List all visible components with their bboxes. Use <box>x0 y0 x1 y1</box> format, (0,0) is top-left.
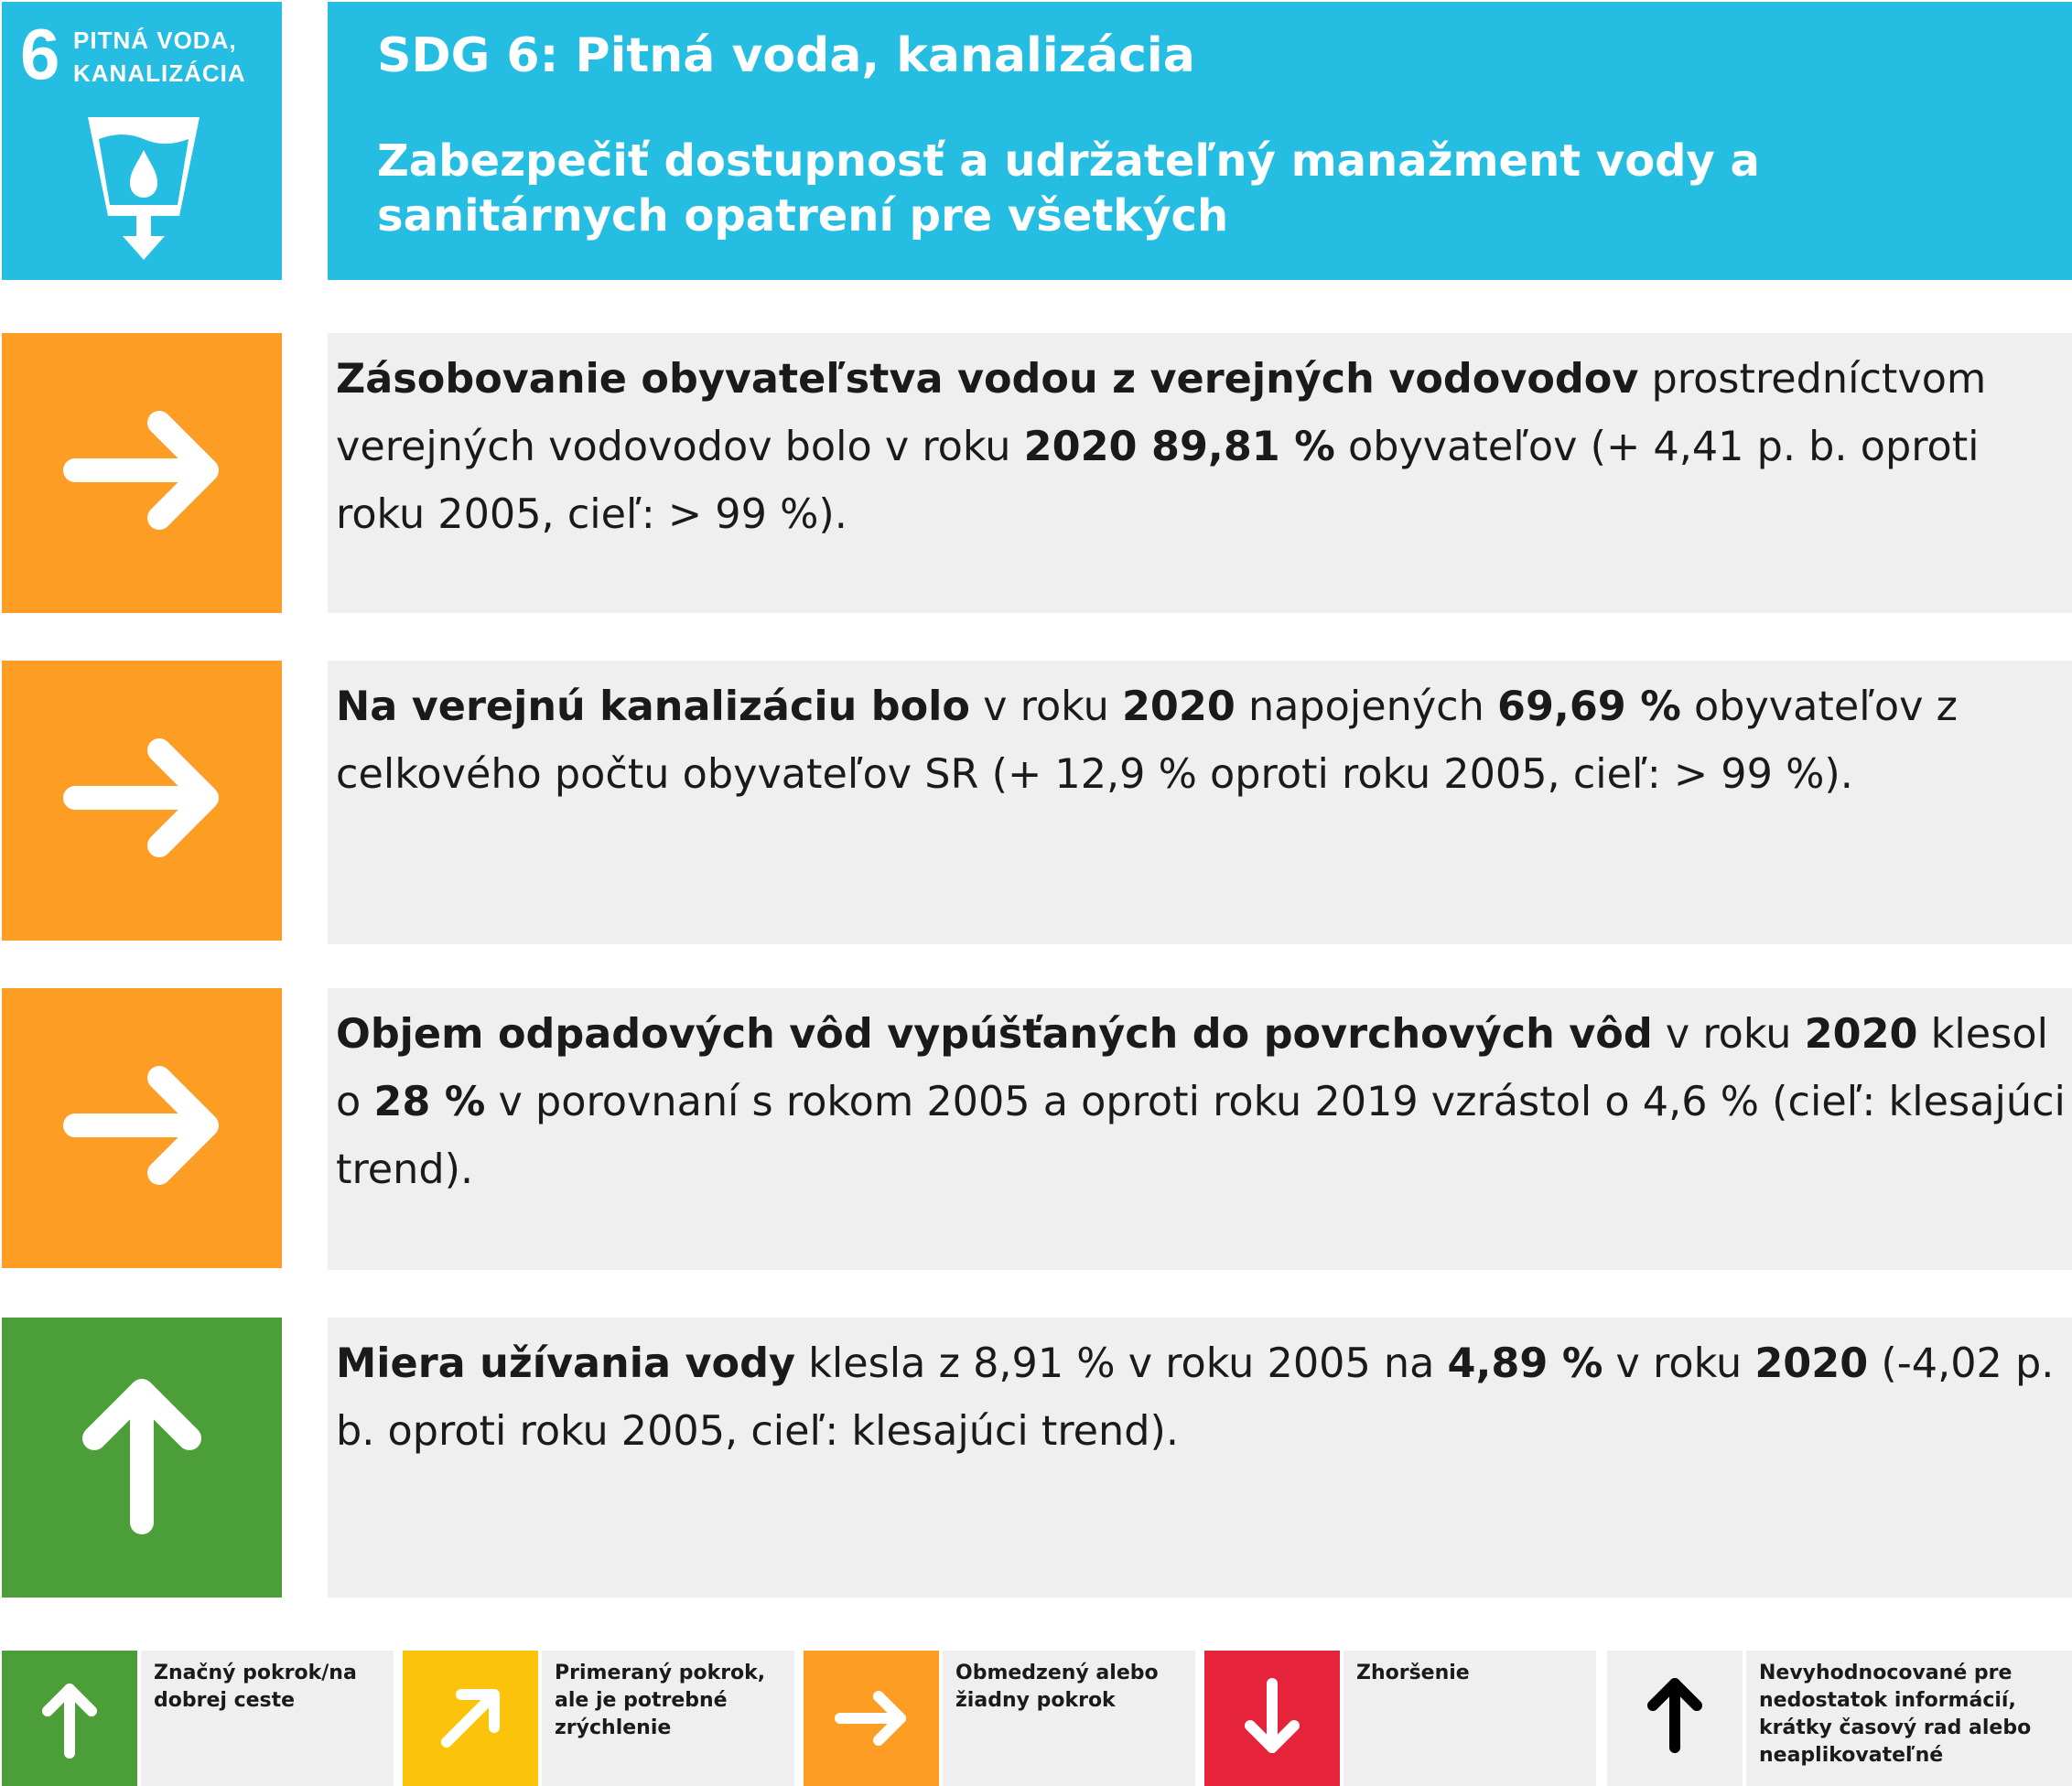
indicator-text-part: (-4,02 p. b. oproti roku 2005, cieľ: klesajúci trend). <box>336 1340 2055 1455</box>
indicator-title: Na verejnú kanalizáciu bolo <box>336 683 971 730</box>
indicator-text-part: obyvateľov z celkového počtu obyvateľov SR (+ 12,9 % oproti roku 2005, cieľ: > 99 %). <box>336 683 1958 798</box>
legend-item <box>1344 1651 1596 1786</box>
indicator-text <box>336 346 2066 549</box>
arrow-up-right-icon <box>403 1651 538 1786</box>
indicator-title: Miera užívania vody <box>336 1340 795 1387</box>
sdg-number: 6 <box>20 14 60 94</box>
indicator-status-tile <box>2 1318 282 1598</box>
indicator-card <box>328 333 2072 613</box>
indicator-value: 2020 <box>1754 1340 1869 1387</box>
legend-icon-tile <box>804 1651 939 1786</box>
legend-item <box>141 1651 394 1786</box>
legend-item <box>542 1651 794 1786</box>
indicator-text-part: prostredníctvom verejných vodovodov bolo v roku <box>336 356 1987 470</box>
indicator-text-part: obyvateľov (+ 4,41 p. b. oproti roku 2005, cieľ: > 99 %). <box>336 424 1980 538</box>
indicator-card <box>328 988 2072 1270</box>
indicator-text <box>336 673 2066 809</box>
legend-label: Obmedzený alebo žiadny pokrok <box>955 1662 1159 1712</box>
indicator-card <box>328 661 2072 944</box>
sdg-name <box>73 24 246 90</box>
arrow-down-icon <box>1204 1651 1340 1786</box>
sdg-name-line2: KANALIZÁCIA <box>73 59 246 87</box>
legend-icon-tile <box>1607 1651 1743 1786</box>
legend-icon-tile <box>2 1651 137 1786</box>
sdg-name-line1: PITNÁ VODA, <box>73 27 237 54</box>
arrow-up-icon <box>2 1651 137 1786</box>
indicator-text-part: v porovnaní s rokom 2005 a oproti roku 2019 vzrástol o 4,6 % (cieľ: klesajúci trend). <box>336 1079 2066 1193</box>
indicator-value: 2020 <box>1121 683 1236 730</box>
indicator-value: 69,69 % <box>1496 683 1681 730</box>
indicator-title: Objem odpadových vôd vypúšťaných do povrchových vôd <box>336 1011 1653 1058</box>
arrow-right-icon <box>2 333 282 613</box>
indicator-text-part: v roku <box>1652 1011 1805 1058</box>
indicator-status-tile <box>2 988 282 1268</box>
sdg-goal-tile <box>2 2 282 280</box>
arrow-up-icon <box>2 1318 282 1598</box>
indicator-status-tile <box>2 661 282 941</box>
indicator-value: 28 % <box>373 1079 486 1125</box>
indicator-text <box>336 1001 2066 1204</box>
indicator-text-part: klesol o <box>336 1011 2048 1125</box>
indicator-text-part: napojených <box>1235 683 1497 730</box>
indicator-status-tile <box>2 333 282 613</box>
arrow-right-icon <box>2 661 282 941</box>
page-title: SDG 6: Pitná voda, kanalizácia <box>377 28 1195 83</box>
indicator-value: 4,89 % <box>1447 1340 1603 1387</box>
legend-label: Primeraný pokrok, ale je potrebné zrýchlenie <box>555 1662 766 1739</box>
indicator-title: Zásobovanie obyvateľstva vodou z verejných vodovodov <box>336 356 1639 403</box>
legend-label: Značný pokrok/na dobrej ceste <box>154 1662 357 1712</box>
water-glass-icon <box>86 113 201 262</box>
legend-item <box>943 1651 1195 1786</box>
indicator-card <box>328 1318 2072 1598</box>
indicator-text <box>336 1330 2066 1466</box>
indicator-text-part: v roku <box>1603 1340 1755 1387</box>
legend-icon-tile <box>1204 1651 1340 1786</box>
legend-label: Zhoršenie <box>1356 1662 1470 1684</box>
indicator-value: 2020 89,81 % <box>1023 424 1335 470</box>
indicator-text-part: v roku <box>970 683 1122 730</box>
arrow-up-black-icon <box>1607 1651 1743 1786</box>
legend-icon-tile <box>403 1651 538 1786</box>
legend-item <box>1746 1651 2072 1786</box>
legend-label: Nevyhodnocované pre nedostatok informácií, krátky časový rad alebo neaplikovateľné <box>1759 1662 2032 1767</box>
page-subtitle: Zabezpečiť dostupnosť a udržateľný manažment vody a sanitárnych opatrení pre všetkých <box>377 135 1760 242</box>
header-banner <box>328 2 2072 280</box>
indicator-value: 2020 <box>1804 1011 1918 1058</box>
arrow-right-icon <box>804 1651 939 1786</box>
arrow-right-icon <box>2 988 282 1268</box>
indicator-text-part: klesla z 8,91 % v roku 2005 na <box>794 1340 1448 1387</box>
